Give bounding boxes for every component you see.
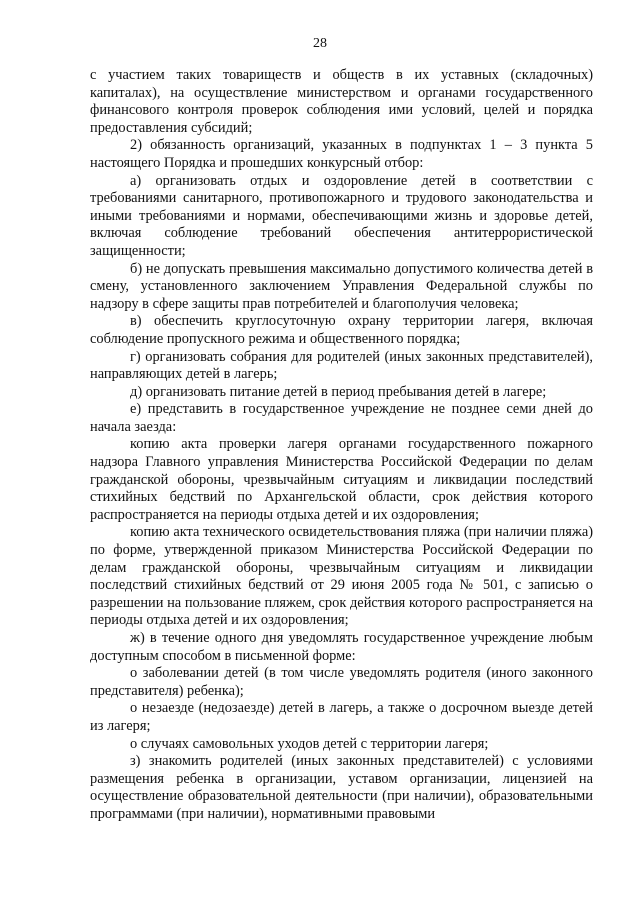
paragraph-unauthorized-leave-notice: о случаях самовольных уходов детей с территории лагеря; xyxy=(130,735,489,752)
paragraph-fire-inspection-act: копию акта проверки лагеря органами государственного пожарного надзора Главного управления Министерства Российской Федерации по делам гражданской обороны, чрезвычайным ситуациям и ликвидации последствий стихийных бедствий по Архангельской области, срок действия которого распространяется на периоды отдыха детей и их оздоровления; xyxy=(90,436,593,523)
paragraph-obligations-intro: 2) обязанность организаций, указанных в подпунктах 1 – 3 пункта 5 настоящего Порядка и прошедших конкурсный отбор: xyxy=(90,137,593,171)
paragraph-item-v: в) обеспечить круглосуточную охрану территории лагеря, включая соблюдение пропускного режима и общественного порядка; xyxy=(90,313,593,347)
paragraph-item-g: г) организовать собрания для родителей (иных законных представителей), направляющих детей в лагерь; xyxy=(90,348,593,383)
paragraph-item-a: а) организовать отдых и оздоровление детей в соответствии с требованиями санитарного, противопожарного и трудового законодательства и иными требованиями и нормами, обеспечивающими жизнь и здоровье детей, включая соблюдение требований обеспечения антитеррористической защищенности; xyxy=(90,172,593,259)
paragraph-non-arrival-notice: о незаезде (недозаезде) детей в лагерь, а также о досрочном выезде детей из лагеря; xyxy=(90,700,593,734)
paragraph-item-e: е) представить в государственное учреждение не позднее семи дней до начала заезда: xyxy=(90,401,593,435)
paragraph-beach-inspection-act: копию акта технического освидетельствования пляжа (при наличии пляжа) по форме, утвержденной приказом Министерства Российской Федерации по делам гражданской обороны, чрезвычайным ситуациям и ликвидации последствий стихийных бедствий от 29 июня 2005 года № 501, с записью о разрешении на пользование пляжем, срок действия которого распространяется на периоды отдыха детей и их оздоровления; xyxy=(90,524,593,629)
paragraph-illness-notice: о заболевании детей (в том числе уведомлять родителя (иного законного представителя) ребенка); xyxy=(90,665,593,699)
page-number: 28 xyxy=(313,36,327,51)
paragraph-item-d: д) организовать питание детей в период пребывания детей в лагере; xyxy=(130,383,547,400)
paragraph-item-b: б) не допускать превышения максимально допустимого количества детей в смену, установленного заключением Управления Федеральной службы по надзору в сфере защиты прав потребителей и благополучия человека; xyxy=(90,260,593,312)
paragraph-subsidy-control: с участием таких товариществ и обществ в их уставных (складочных) капиталах), на осуществление министерством и органами государственного финансового контроля проверок соблюдения ими условий, целей и порядка предоставления субсидий; xyxy=(90,67,593,136)
paragraph-item-z: з) знакомить родителей (иных законных представителей) с условиями размещения ребенка в организации, уставом организации, лицензией на осуществление образовательной деятельности (при наличии), образовательными программами (при наличии), нормативными правовыми xyxy=(90,753,593,822)
paragraph-item-zh: ж) в течение одного дня уведомлять государственное учреждение любым доступным способом в письменной форме: xyxy=(90,630,593,664)
document-body xyxy=(90,67,593,824)
